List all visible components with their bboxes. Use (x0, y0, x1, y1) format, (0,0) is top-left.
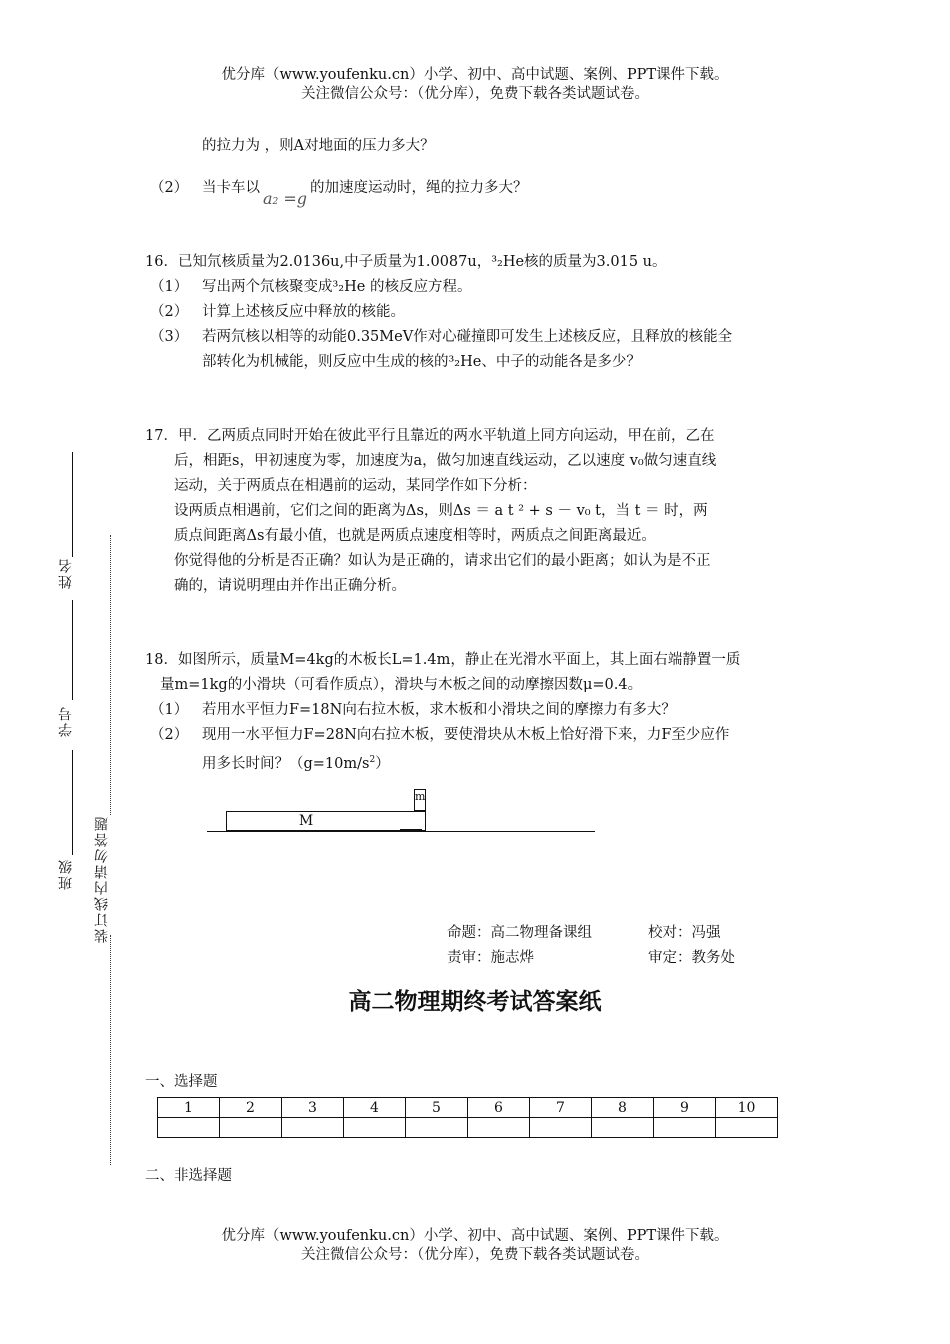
q15-continuation: 的拉力为 ，则A对地面的压力多大？ (202, 138, 435, 154)
q18-part2-line2 (202, 748, 390, 777)
table-row-answers (158, 1118, 778, 1138)
question-number-cell: 6 (468, 1098, 530, 1118)
q15-formula-a: a (263, 189, 273, 208)
q16-part2-number: （2） (150, 304, 189, 320)
class-underline (72, 750, 73, 855)
q17-line2: 后，相距s，甲初速度为零，加速度为a，做匀加速直线运动，乙以速度 v₀做匀速直线 (174, 453, 717, 469)
footer-line-1: 优分库（www.youfenku.cn）小学、初中、高中试题、案例、PPT课件下载。 (221, 1228, 729, 1244)
question-number-cell: 10 (716, 1098, 778, 1118)
answer-cell[interactable] (282, 1118, 344, 1138)
q16-part3-line2: 部转化为机械能，则反应中生成的核的³₂He、中子的动能各是多少？ (202, 354, 641, 370)
binding-dotted-line-lower (110, 935, 111, 1165)
board-M (226, 811, 426, 831)
question-number-cell: 4 (344, 1098, 406, 1118)
section-choice-heading: 一、选择题 (145, 1074, 218, 1090)
answer-cell[interactable] (468, 1118, 530, 1138)
question-number-cell: 5 (406, 1098, 468, 1118)
q18-line1: 18．如图所示，质量M=4kg的木板长L=1.4m，静止在光滑水平面上，其上面右端静置一质 (145, 652, 741, 668)
credit-approve: 审定：教务处 (648, 950, 735, 966)
q16-part1: 写出两个氘核聚变成³₂He 的核反应方程。 (202, 279, 472, 295)
binding-note: 装订线内请勿答题 (94, 815, 110, 943)
q16-part3-line1: 若两氘核以相等的动能0.35MeV作对心碰撞即可发生上述核反应，且释放的核能全 (202, 329, 733, 345)
credit-author: 命题：高二物理备课组 (447, 925, 592, 941)
q17-line1: 17．甲．乙两质点同时开始在彼此平行且靠近的两水平轨道上同方向运动，甲在前，乙在 (145, 428, 715, 444)
block-m (414, 789, 426, 811)
table-row-numbers (158, 1098, 778, 1118)
q18-line2: 量m=1kg的小滑块（可看作质点），滑块与木板之间的动摩擦因数μ=0.4。 (160, 677, 643, 693)
q15-part2-number: （2） (150, 180, 189, 196)
q15-formula-sub: 2 (272, 197, 279, 207)
q18-part2-line2-close: ） (375, 755, 390, 772)
section-nonchoice-heading: 二、非选择题 (145, 1168, 232, 1184)
q18-part2-number: （2） (150, 727, 189, 743)
q17-line5: 质点间距离Δs有最小值，也就是两质点速度相等时，两质点之间距离最近。 (174, 528, 656, 544)
question-number-cell: 3 (282, 1098, 344, 1118)
answer-cell[interactable] (158, 1118, 220, 1138)
name-label: 姓名 (58, 557, 74, 589)
answer-cell[interactable] (592, 1118, 654, 1138)
q17-line3: 运动，关于两质点在相遇前的运动，某同学作如下分析： (174, 478, 537, 494)
id-label: 学号 (58, 705, 74, 737)
q17-line7: 确的，请说明理由并作出正确分析。 (174, 578, 406, 594)
question-number-cell: 8 (592, 1098, 654, 1118)
name-underline (72, 452, 73, 557)
q16-part1-number: （1） (150, 279, 189, 295)
header-line-2: 关注微信公众号：（优分库），免费下载各类试题试卷。 (301, 86, 649, 102)
answer-sheet-title: 高二物理期终考试答案纸 (348, 989, 602, 1015)
header-line-1: 优分库（www.youfenku.cn）小学、初中、高中试题、案例、PPT课件下载。 (221, 67, 729, 83)
credit-proof: 校对：冯强 (648, 925, 721, 941)
class-label: 班级 (58, 858, 74, 890)
q15-part2-text-before: 当卡车以 (202, 180, 260, 196)
q18-part2-line1: 现用一水平恒力F=28N向右拉木板，要使滑块从木板上恰好滑下来，力F至少应作 (202, 727, 730, 743)
q16-part3-number: （3） (150, 329, 189, 345)
answer-cell[interactable] (406, 1118, 468, 1138)
q16-part2: 计算上述核反应中释放的核能。 (202, 304, 405, 320)
ground-line (207, 831, 595, 832)
q18-part1: 若用水平恒力F=18N向右拉木板，求木板和小滑块之间的摩擦力有多大？ (202, 702, 676, 718)
block-m-label: m (415, 790, 426, 803)
answer-cell[interactable] (530, 1118, 592, 1138)
answer-cell[interactable] (716, 1118, 778, 1138)
binding-dotted-line-upper (110, 535, 111, 815)
board-bottom-mark (400, 829, 422, 831)
answer-cell[interactable] (654, 1118, 716, 1138)
answer-cell[interactable] (344, 1118, 406, 1138)
board-M-label: M (298, 813, 314, 829)
q17-line6: 你觉得他的分析是否正确？如认为是正确的，请求出它们的最小距离；如认为是不正 (174, 553, 711, 569)
margin-binding-area (40, 440, 120, 1180)
choice-answer-table (157, 1097, 778, 1138)
q15-formula-rest: =g (278, 189, 308, 208)
q15-part2-text-after: 的加速度运动时，绳的拉力多大？ (310, 180, 528, 196)
q15-part2 (202, 176, 528, 215)
question-number-cell: 9 (654, 1098, 716, 1118)
q18-part2-line2-text: 用多长时间？（g=10m/s (202, 755, 370, 772)
q17-line4: 设两质点相遇前，它们之间的距离为Δs，则Δs ＝ a t ² + s － v₀ t，当 t ＝ 时，两 (174, 503, 708, 519)
q18-part1-number: （1） (150, 702, 189, 718)
credit-review: 责审：施志烨 (447, 950, 534, 966)
answer-cell[interactable] (220, 1118, 282, 1138)
q18-superscript: 2 (369, 755, 376, 765)
q15-formula (263, 186, 307, 215)
q16-stem: 16．已知氘核质量为2.0136u,中子质量为1.0087u，³₂He核的质量为3.015 u。 (145, 254, 667, 270)
question-number-cell: 7 (530, 1098, 592, 1118)
footer-line-2: 关注微信公众号：（优分库），免费下载各类试题试卷。 (301, 1247, 649, 1263)
question-number-cell: 2 (220, 1098, 282, 1118)
question-number-cell: 1 (158, 1098, 220, 1118)
q18-figure (200, 785, 600, 840)
id-underline (72, 600, 73, 700)
